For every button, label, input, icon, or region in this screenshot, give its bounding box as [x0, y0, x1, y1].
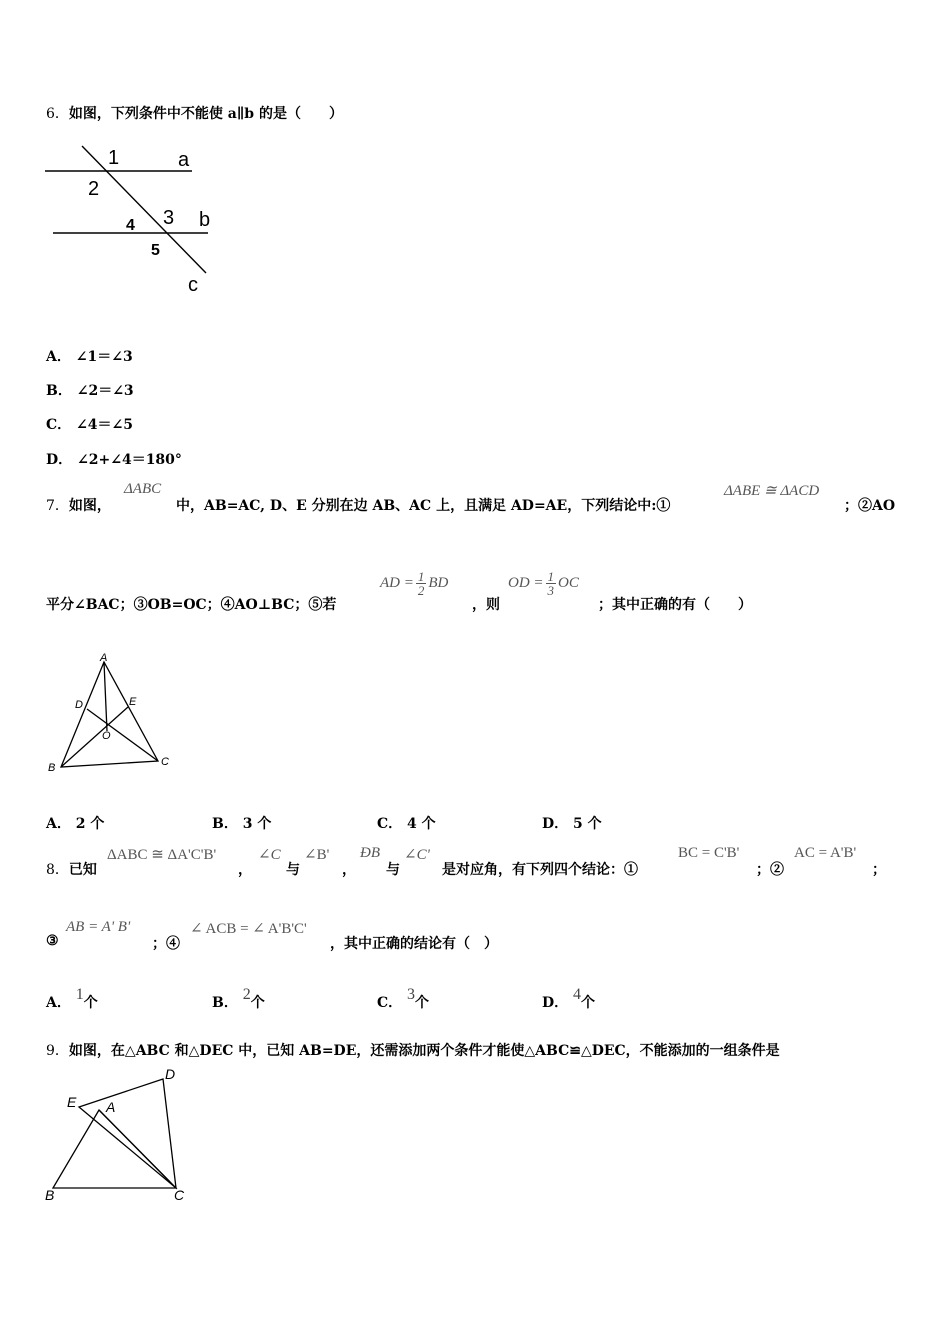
math-text: OC	[558, 574, 579, 591]
label-b: b	[199, 209, 211, 231]
q8-math-angle-c-prime: ∠C'	[404, 847, 430, 863]
triangle-abc	[61, 662, 158, 767]
q7-option-d[interactable]	[542, 813, 602, 833]
math-text: OD =	[508, 574, 544, 591]
q7-text: 如图，	[68, 498, 111, 514]
label-a: A	[100, 652, 108, 664]
q8-number: 8．	[46, 862, 69, 878]
option-key: B．	[46, 383, 72, 399]
q8-sep2: ；	[872, 862, 886, 878]
q8-sep1: ；②	[756, 862, 784, 878]
option-key: A．	[46, 995, 71, 1011]
numerator: 1	[417, 569, 425, 584]
option-key: C．	[46, 417, 72, 433]
q8-math-angle-acb: ∠ ACB = ∠ A'B'C'	[190, 921, 307, 937]
numerator: 1	[547, 569, 555, 584]
q6-text: 如图，下列条件中不能使 a∥b 的是（ ）	[68, 106, 343, 122]
option-key: C．	[377, 995, 403, 1011]
q8-comma2: ，	[342, 862, 356, 878]
label-2: 2	[88, 178, 100, 200]
triangle-abc	[53, 1110, 176, 1188]
label-b: B	[45, 1187, 55, 1203]
q8-option-a[interactable]	[46, 986, 98, 1012]
option-number: 2	[242, 986, 251, 1003]
option-number: 3	[407, 986, 416, 1003]
q9-number: 9．	[46, 1043, 69, 1059]
label-e: E	[67, 1094, 77, 1110]
option-text: 4 个	[407, 816, 436, 832]
q8-sep3: ；④	[152, 936, 180, 952]
option-number: 1	[75, 986, 84, 1003]
q7-math-ad	[380, 570, 448, 597]
label-o: O	[102, 730, 111, 742]
fraction	[416, 570, 427, 597]
label-d: D	[165, 1066, 176, 1082]
q6-stem	[46, 103, 343, 123]
label-c: C	[174, 1187, 185, 1203]
option-text: 2 个	[75, 816, 105, 832]
q7-stem-then: ，则	[472, 597, 500, 613]
label-1: 1	[108, 147, 120, 169]
label-3: 3	[163, 207, 175, 229]
q6-option-c[interactable]	[46, 414, 133, 434]
q8-option-c[interactable]	[377, 986, 430, 1012]
label-5: 5	[151, 242, 160, 259]
option-key: D．	[542, 816, 569, 832]
q6-figure	[40, 140, 230, 300]
q8-math-angle-b-prime: ∠B'	[304, 847, 330, 863]
option-key: B．	[212, 816, 238, 832]
option-key: C．	[377, 816, 403, 832]
option-text: 5 个	[573, 816, 602, 832]
option-text: ∠2+∠4＝180°	[77, 452, 182, 468]
option-unit: 个	[83, 995, 98, 1011]
option-text: ∠2＝∠3	[76, 383, 134, 399]
denominator: 2	[417, 583, 425, 598]
q8-math-congruent: ΔABC ≅ ΔA'C'B'	[107, 847, 217, 863]
q8-stem-mid: 是对应角，有下列四个结论：①	[442, 862, 638, 878]
segment-ac-inner	[99, 1110, 170, 1182]
q8-math-bc: BC = C'B'	[678, 845, 740, 861]
math-text: BD	[428, 574, 449, 591]
q9-text: 如图，在△ABC 和△DEC 中，已知 AB=DE，还需添加两个条件才能使△ABC≌△DEC，不能添加的一组条件是	[68, 1043, 780, 1059]
q7-math-congruent: ΔABE ≅ ΔACD	[724, 483, 820, 499]
math-text: AD =	[380, 574, 414, 591]
denominator: 3	[547, 583, 555, 598]
label-a: a	[178, 149, 190, 171]
q8-line2-start: ③	[46, 933, 59, 949]
q7-option-a[interactable]	[46, 813, 104, 833]
q7-math-abc: ΔABC	[124, 481, 162, 497]
q6-option-a[interactable]	[46, 346, 133, 366]
q8-math-ac: AC = A'B'	[794, 845, 857, 861]
option-key: D．	[46, 452, 73, 468]
label-c: c	[188, 274, 198, 296]
q7-figure	[40, 648, 180, 778]
q8-and2: 与	[386, 862, 400, 878]
option-text: ∠4＝∠5	[76, 417, 133, 433]
q8-stem-start	[46, 859, 97, 879]
triangle-dec	[79, 1079, 176, 1188]
option-text: ∠1＝∠3	[75, 349, 133, 365]
q7-math-od	[508, 570, 579, 597]
option-number: 4	[573, 986, 582, 1003]
label-4: 4	[126, 217, 135, 234]
label-b: B	[48, 762, 56, 774]
label-d: D	[75, 699, 83, 711]
q7-option-c[interactable]	[377, 813, 436, 833]
q8-math-angle-b: ÐB	[360, 845, 380, 861]
option-key: B．	[212, 995, 238, 1011]
q6-option-b[interactable]	[46, 380, 134, 400]
q7-stem-line2	[46, 594, 336, 614]
option-unit: 个	[250, 995, 265, 1011]
q8-option-b[interactable]	[212, 986, 265, 1012]
option-key: A．	[46, 816, 71, 832]
q8-and1: 与	[286, 862, 300, 878]
option-key: A．	[46, 349, 71, 365]
q6-option-d[interactable]	[46, 449, 182, 469]
option-key: D．	[542, 995, 569, 1011]
q8-text: 已知	[68, 862, 97, 878]
label-e: E	[129, 696, 137, 708]
option-unit: 个	[581, 995, 596, 1011]
q7-number: 7．	[46, 498, 69, 514]
q7-stem-line1c: ；②AO	[844, 498, 896, 514]
segment-be	[61, 707, 128, 767]
q8-math-angle-c: ∠C	[258, 847, 281, 863]
q8-stem-end: ，其中正确的结论有（ ）	[330, 936, 498, 952]
label-a: A	[106, 1099, 116, 1115]
q9-stem	[46, 1040, 780, 1060]
q7-stem-line1b: 中，AB=AC, D、E 分别在边 AB、AC 上，且满足 AD=AE，下列结论中:①	[176, 498, 671, 514]
q7-option-b[interactable]	[212, 813, 271, 833]
segment-ao	[104, 662, 107, 731]
option-text: 3 个	[242, 816, 272, 832]
q7-stem-line1	[46, 495, 111, 515]
q7-text: 平分∠BAC；③OB=OC；④AO⊥BC；⑤若	[46, 597, 337, 613]
q9-figure	[40, 1062, 200, 1212]
q8-comma1: ，	[238, 862, 252, 878]
q6-number: 6．	[46, 106, 69, 122]
q7-stem-end: ；其中正确的有（ ）	[598, 597, 752, 613]
q8-math-ab: AB = A' B'	[66, 919, 131, 935]
option-unit: 个	[415, 995, 430, 1011]
q8-option-d[interactable]	[542, 986, 596, 1012]
fraction	[546, 570, 557, 597]
label-c: C	[161, 756, 169, 768]
